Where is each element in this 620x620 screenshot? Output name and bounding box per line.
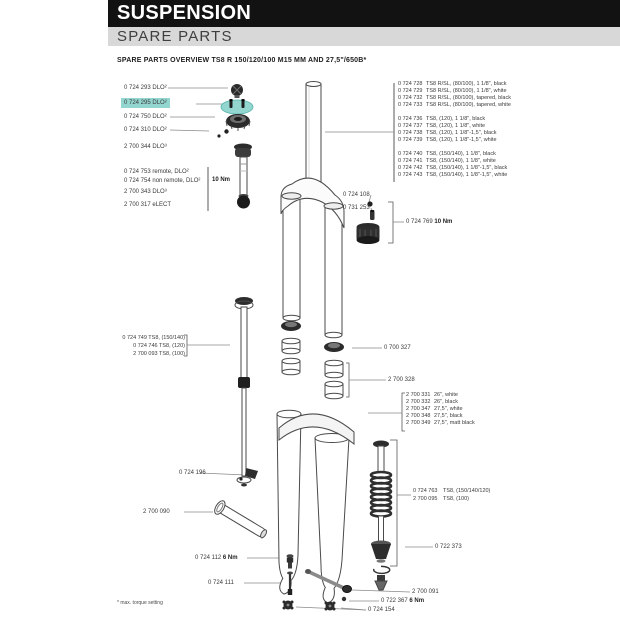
page-title: SUSPENSION bbox=[117, 2, 252, 24]
part-label-0724769: 0 724 769 10 Nm bbox=[406, 219, 453, 225]
part-label-0724111: 0 724 111 bbox=[208, 580, 234, 586]
rebound-rod bbox=[235, 297, 253, 487]
part-label-0722373: 0 722 373 bbox=[435, 544, 462, 550]
spring-rod-variants bbox=[115, 334, 185, 358]
axle-screw bbox=[342, 597, 346, 601]
highlighted-part-number[interactable]: 0 724 295 DLO² bbox=[121, 98, 170, 108]
fork-upper-assembly bbox=[281, 82, 344, 338]
part-row: 0 724 739 TS8, (120), 1 1/8"-1,5", white bbox=[398, 137, 497, 143]
variant-group-120 bbox=[398, 116, 497, 144]
stanchion-left bbox=[283, 196, 300, 318]
spring-kit-variants bbox=[413, 487, 490, 503]
part-label-0724196: 0 724 196 bbox=[179, 470, 206, 476]
part-label-0724753: 0 724 753 remote, DLO² bbox=[124, 169, 189, 175]
torque-value: 6 Nm bbox=[409, 598, 425, 604]
part-label-2700090: 2 700 090 bbox=[143, 509, 170, 515]
part-row: 0 724 736 TS8, (120), 1 1/8", black bbox=[398, 116, 486, 122]
part-label-0722367: 0 722 367 6 Nm bbox=[381, 598, 425, 604]
part-row: 2 700 095 TS8, (100) bbox=[413, 496, 469, 502]
knurled-ring bbox=[226, 114, 250, 131]
part-row: 0 724 733 TS8 R/SL, (80/100), tapered, white bbox=[398, 102, 511, 108]
part-row: 0 724 740 TS8, (150/140), 1 1/8", black bbox=[398, 151, 496, 157]
overview-title: SPARE PARTS OVERVIEW TS8 R 150/120/100 M15 MM AND 27,5"/650B* bbox=[117, 57, 367, 64]
torque-value: 10 Nm bbox=[434, 219, 453, 225]
variant-group-150-140 bbox=[398, 151, 507, 179]
steerer-tube bbox=[306, 82, 321, 185]
part-row: 2 700 093 TS8, (100) bbox=[133, 351, 185, 357]
part-row: 2 700 332 26", black bbox=[406, 399, 458, 405]
top-cap-parts bbox=[217, 84, 253, 138]
part-label-0724112: 0 724 112 6 Nm bbox=[195, 555, 238, 561]
part-row: 2 700 347 27,5", white bbox=[406, 406, 463, 412]
page-subtitle: SPARE PARTS bbox=[117, 28, 233, 45]
torque-value: 6 Nm bbox=[222, 555, 238, 561]
dropout-right bbox=[323, 588, 334, 603]
torque-label-top: 10 Nm bbox=[212, 177, 231, 183]
circlip bbox=[374, 566, 390, 573]
coil-spring-assembly bbox=[371, 441, 391, 591]
part-label-0724750: 0 724 750 DLO² bbox=[124, 114, 167, 120]
part-label-2700343: 2 700 343 DLO³ bbox=[124, 189, 167, 195]
part-row: 0 724 742 TS8, (150/140), 1 1/8"-1,5", black bbox=[398, 165, 508, 171]
star-nut-left bbox=[283, 601, 294, 610]
part-row: 0 724 743 TS8, (150/140), 1 1/8"-1,5", white bbox=[398, 172, 508, 178]
part-label-0724108: 0 724 108 bbox=[343, 192, 370, 198]
thru-axle bbox=[213, 499, 270, 541]
lowers-variants bbox=[406, 392, 475, 427]
adjuster-knob bbox=[231, 84, 243, 98]
part-label-2700317: 2 700 317 eLECT bbox=[124, 202, 172, 208]
part-label-2700344: 2 700 344 DLO³ bbox=[124, 144, 167, 150]
stanchion-right bbox=[325, 206, 342, 335]
part-label-0724154: 0 724 154 bbox=[368, 607, 395, 613]
part-label-2700091: 2 700 091 bbox=[412, 589, 439, 595]
part-row: 2 700 331 26", white bbox=[406, 392, 458, 398]
coil-spring bbox=[371, 472, 391, 517]
part-label-0731253: 0 731 253 bbox=[343, 205, 370, 211]
part-row: 0 724 749 TS8, (150/140) bbox=[122, 335, 185, 341]
part-row: 0 724 728 TS8 R/SL, (80/100), 1 1/8", black bbox=[398, 81, 507, 87]
star-nut-right bbox=[325, 602, 336, 611]
air-valve-cap bbox=[357, 223, 380, 244]
part-row: 0 724 746 TS8, (120) bbox=[133, 343, 185, 349]
part-label-0724310: 0 724 310 DLO² bbox=[124, 127, 167, 133]
small-screws bbox=[217, 129, 228, 137]
part-row: 2 700 348 27,5", black bbox=[406, 413, 463, 419]
variant-group-80-100 bbox=[398, 81, 511, 109]
part-label-0724295[interactable] bbox=[124, 100, 170, 106]
part-label-0724293: 0 724 293 DLO² bbox=[124, 85, 167, 91]
part-row: 0 724 729 TS8 R/SL, (80/100), 1 1/8", white bbox=[398, 88, 507, 94]
part-row: 0 724 741 TS8, (150/140), 1 1/8", white bbox=[398, 158, 496, 164]
part-row: 0 724 737 TS8, (120), 1 1/8", white bbox=[398, 123, 486, 129]
part-row: 0 724 763 TS8, (150/140/120) bbox=[413, 488, 491, 494]
part-label-0700327: 0 700 327 bbox=[384, 345, 411, 351]
footnote: * max. torque setting bbox=[117, 600, 163, 606]
part-row: 0 724 738 TS8, (120), 1 1/8"-1,5", black bbox=[398, 130, 497, 136]
small-pin bbox=[370, 210, 375, 220]
part-row: 2 700 349 27,5", matt black bbox=[406, 420, 475, 426]
highlighted-adjuster-part[interactable] bbox=[221, 99, 253, 114]
part-label-0724754: 0 724 754 non remote, DLO² bbox=[124, 178, 201, 184]
damper-cartridge-top bbox=[234, 144, 252, 209]
part-label-2700328: 2 700 328 bbox=[388, 377, 415, 383]
part-row: 0 724 732 TS8 R/SL, (80/100), tapered, black bbox=[398, 95, 511, 101]
